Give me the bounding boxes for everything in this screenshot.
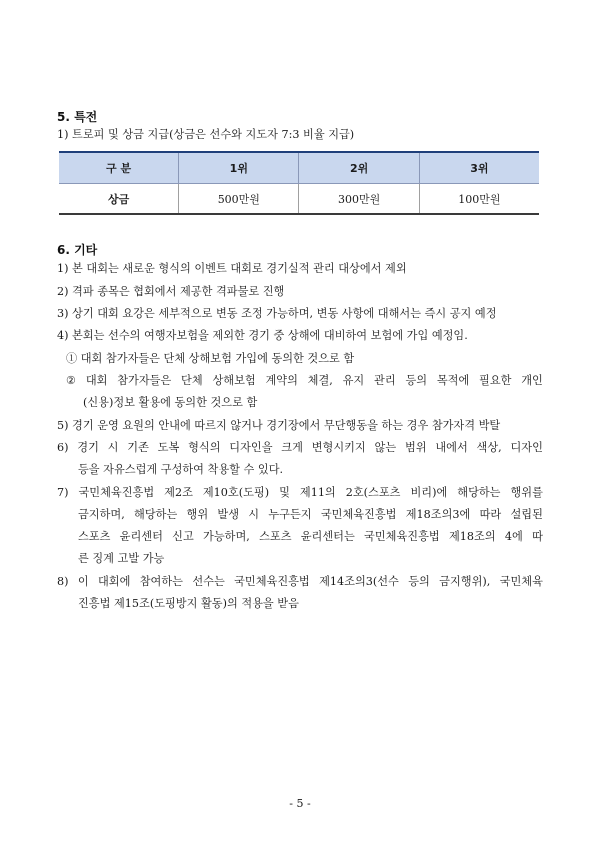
prize-table-header-row bbox=[59, 152, 539, 184]
prize-third-value: 100만원 bbox=[419, 184, 539, 215]
section-6-item-7-line-3: 스포츠 윤리센터 신고 가능하며, 스포츠 윤리센터는 국민체육진흥법 제18조의 4에 따 bbox=[78, 530, 543, 543]
section-6-item-3: 3) 상기 대회 요강은 세부적으로 변동 조정 가능하며, 변동 사항에 대해서는 즉시 공지 예정 bbox=[57, 307, 497, 320]
section-6-item-6-line-2: 등을 자유스럽게 구성하여 착용할 수 있다. bbox=[78, 463, 284, 476]
section-6-title: 6. 기타 bbox=[57, 243, 98, 257]
section-6-item-4-sub-2-line-2: (신용)정보 활용에 동의한 것으로 함 bbox=[83, 396, 258, 409]
prize-table-header-second: 2위 bbox=[299, 152, 419, 184]
prize-table-header-third: 3위 bbox=[419, 152, 539, 184]
section-6-item-6-line-1: 6) 경기 시 기존 도복 형식의 디자인을 크게 변형시키지 않는 범위 내에서 색상, 디자인 bbox=[57, 441, 543, 454]
prize-table bbox=[59, 151, 539, 215]
prize-first-value: 500만원 bbox=[179, 184, 299, 215]
section-6-item-1: 1) 본 대회는 새로운 형식의 이벤트 대회로 경기실적 관리 대상에서 제외 bbox=[57, 262, 407, 275]
section-6-item-8-line-1: 8) 이 대회에 참여하는 선수는 국민체육진흥법 제14조의3(선수 등의 금지행위), 국민체육 bbox=[57, 575, 543, 588]
prize-row-label: 상금 bbox=[59, 184, 179, 215]
section-6-item-4-sub-2-line-1: ② 대회 참가자들은 단체 상해보험 계약의 체결, 유지 관리 등의 목적에 필요한 개인 bbox=[66, 374, 543, 387]
prize-table-header-first: 1위 bbox=[179, 152, 299, 184]
section-5-item-1: 1) 트로피 및 상금 지급(상금은 선수와 지도자 7:3 비율 지급) bbox=[57, 128, 355, 141]
page-number: - 5 - bbox=[289, 797, 311, 810]
section-6-item-7-line-1: 7) 국민체육진흥법 제2조 제10호(도핑) 및 제11의 2호(스포츠 비리)에 해당하는 행위를 bbox=[57, 486, 543, 499]
section-6-item-4-sub-1: ① 대회 참가자들은 단체 상해보험 가입에 동의한 것으로 함 bbox=[66, 352, 355, 365]
table-row bbox=[59, 184, 539, 215]
section-6-item-7-line-2: 금지하며, 해당하는 행위 발생 시 누구든지 국민체육진흥법 제18조의3에 따라 설립된 bbox=[78, 508, 543, 521]
section-6-item-4: 4) 본회는 선수의 여행자보험을 제외한 경기 중 상해에 대비하여 보험에 가입 예정임. bbox=[57, 329, 468, 342]
section-6-item-7-line-4: 른 징계 고발 가능 bbox=[78, 552, 165, 565]
prize-second-value: 300만원 bbox=[299, 184, 419, 215]
section-6-item-5: 5) 경기 운영 요원의 안내에 따르지 않거나 경기장에서 무단행동을 하는 경우 참가자격 박탈 bbox=[57, 419, 501, 432]
section-6-item-2: 2) 격파 종목은 협회에서 제공한 격파물로 진행 bbox=[57, 285, 285, 298]
section-6-item-8-line-2: 진흥법 제15조(도핑방지 활동)의 적용을 받음 bbox=[78, 597, 299, 610]
prize-table-header-category: 구 분 bbox=[59, 152, 179, 184]
section-5-title: 5. 특전 bbox=[57, 110, 98, 124]
